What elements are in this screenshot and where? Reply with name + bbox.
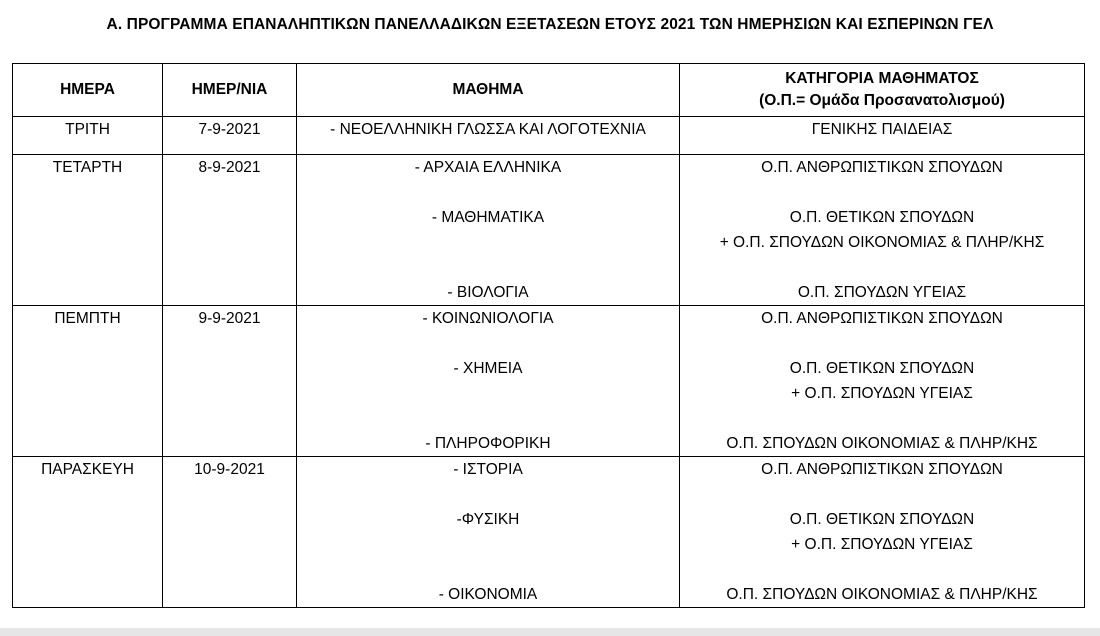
subject-cell [297, 117, 680, 155]
subject-cell [297, 306, 680, 457]
exam-schedule-table [12, 63, 1085, 608]
category-line: Ο.Π. ΑΝΘΡΩΠΙΣΤΙΚΩΝ ΣΠΟΥΔΩΝ [761, 159, 1003, 176]
category-line: Ο.Π. ΑΝΘΡΩΠΙΣΤΙΚΩΝ ΣΠΟΥΔΩΝ [761, 461, 1003, 478]
category-cell [680, 457, 1085, 608]
category-line [680, 255, 1084, 280]
category-line [680, 406, 1084, 431]
category-line: Ο.Π. ΘΕΤΙΚΩΝ ΣΠΟΥΔΩΝ [789, 360, 975, 377]
subject-cell [297, 155, 680, 306]
subject-line: - ΒΙΟΛΟΓΙΑ [447, 284, 529, 301]
document-title: Α. ΠΡΟΓΡΑΜΜΑ ΕΠΑΝΑΛΗΠΤΙΚΩΝ ΠΑΝΕΛΛΑΔΙΚΩΝ ΕΞΕΤΑΣΕΩΝ ΕΤΟΥΣ 2021 ΤΩΝ ΗΜΕΡΗΣΙΩΝ ΚΑΙ ΕΣΠΕΡΙΝΩΝ ΓΕΛ [106, 16, 994, 33]
subject-line [297, 557, 679, 582]
subject-line [297, 255, 679, 280]
category-line: Ο.Π. ΣΠΟΥΔΩΝ ΥΓΕΙΑΣ [797, 284, 967, 301]
header-category-note: (Ο.Π.= Ομάδα Προσανατολισμού) [759, 92, 1005, 109]
category-line: Ο.Π. ΘΕΤΙΚΩΝ ΣΠΟΥΔΩΝ [789, 511, 975, 528]
category-line [680, 180, 1084, 205]
category-line: + Ο.Π. ΣΠΟΥΔΩΝ ΟΙΚΟΝΟΜΙΑΣ & ΠΛΗΡ/ΚΗΣ [719, 234, 1045, 251]
table-row [13, 457, 1085, 608]
subject-line [297, 180, 679, 205]
category-line: Ο.Π. ΣΠΟΥΔΩΝ ΟΙΚΟΝΟΜΙΑΣ & ΠΛΗΡ/ΚΗΣ [726, 586, 1038, 603]
date-cell: 9-9-2021 [163, 306, 297, 457]
subject-line: - ΙΣΤΟΡΙΑ [453, 461, 523, 478]
category-cell [680, 306, 1085, 457]
day-cell: ΠΑΡΑΣΚΕΥΗ [13, 457, 163, 608]
subject-line [297, 482, 679, 507]
category-line [680, 482, 1084, 507]
table-row [13, 155, 1085, 306]
date-cell: 7-9-2021 [163, 117, 297, 155]
subject-line [297, 331, 679, 356]
subject-line: - ΧΗΜΕΙΑ [453, 360, 523, 377]
subject-line: - ΟΙΚΟΝΟΜΙΑ [438, 586, 538, 603]
subject-line: -ΦΥΣΙΚΗ [456, 511, 520, 528]
header-subject: ΜΑΘΗΜΑ [297, 64, 680, 117]
category-line: + Ο.Π. ΣΠΟΥΔΩΝ ΥΓΕΙΑΣ [791, 536, 973, 553]
date-cell: 10-9-2021 [163, 457, 297, 608]
category-line: Ο.Π. ΣΠΟΥΔΩΝ ΟΙΚΟΝΟΜΙΑΣ & ΠΛΗΡ/ΚΗΣ [726, 435, 1038, 452]
header-day: ΗΜΕΡΑ [13, 64, 163, 117]
category-line: Ο.Π. ΑΝΘΡΩΠΙΣΤΙΚΩΝ ΣΠΟΥΔΩΝ [761, 310, 1003, 327]
table-row [13, 306, 1085, 457]
subject-cell [297, 457, 680, 608]
day-cell: ΤΡΙΤΗ [13, 117, 163, 155]
category-line: + Ο.Π. ΣΠΟΥΔΩΝ ΥΓΕΙΑΣ [791, 385, 973, 402]
category-line [680, 331, 1084, 356]
subject-line [297, 381, 679, 406]
day-cell: ΠΕΜΠΤΗ [13, 306, 163, 457]
subject-line: - ΑΡΧΑΙΑ ΕΛΛΗΝΙΚΑ [414, 159, 562, 176]
category-cell [680, 117, 1085, 155]
header-date: ΗΜΕΡ/ΝΙΑ [163, 64, 297, 117]
table-row [13, 117, 1085, 155]
category-line: Ο.Π. ΘΕΤΙΚΩΝ ΣΠΟΥΔΩΝ [789, 209, 975, 226]
subject-line [297, 532, 679, 557]
subject-line: - ΜΑΘΗΜΑΤΙΚΑ [431, 209, 545, 226]
subject-line: - ΚΟΙΝΩΝΙΟΛΟΓΙΑ [422, 310, 554, 327]
category-line [680, 557, 1084, 582]
header-category [680, 64, 1085, 117]
day-cell: ΤΕΤΑΡΤΗ [13, 155, 163, 306]
page-bottom-band [0, 628, 1100, 636]
table-header-row [13, 64, 1085, 117]
category-cell [680, 155, 1085, 306]
subject-line [297, 230, 679, 255]
date-cell: 8-9-2021 [163, 155, 297, 306]
subject-line [297, 406, 679, 431]
header-category-title: ΚΑΤΗΓΟΡΙΑ ΜΑΘΗΜΑΤΟΣ [785, 70, 979, 87]
category-line: ΓΕΝΙΚΗΣ ΠΑΙΔΕΙΑΣ [811, 121, 953, 138]
subject-line: - ΝΕΟΕΛΛΗΝΙΚΗ ΓΛΩΣΣΑ ΚΑΙ ΛΟΓΟΤΕΧΝΙΑ [330, 121, 646, 138]
subject-line: - ΠΛΗΡΟΦΟΡΙΚΗ [425, 435, 551, 452]
